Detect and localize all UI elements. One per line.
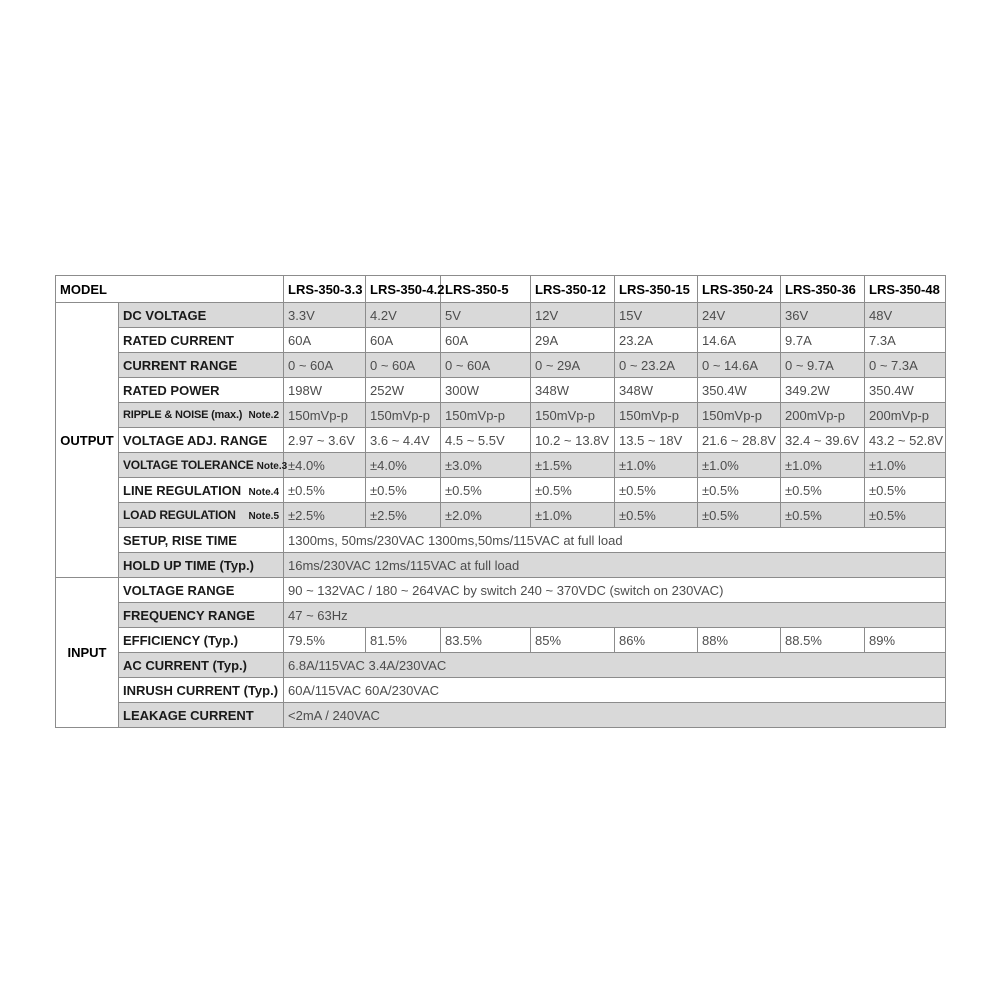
value-cell: 3.3V <box>284 303 366 328</box>
value-cell: ±0.5% <box>284 478 366 503</box>
note-ref: Note.2 <box>248 410 280 421</box>
value-cell: ±3.0% <box>441 453 531 478</box>
table-row <box>56 403 946 428</box>
value-cell: 150mVp-p <box>441 403 531 428</box>
value-cell: 10.2 ~ 13.8V <box>531 428 615 453</box>
value-cell: ±2.5% <box>366 503 441 528</box>
value-cell: 23.2A <box>615 328 698 353</box>
value-cell: ±2.5% <box>284 503 366 528</box>
value-cell: 150mVp-p <box>284 403 366 428</box>
value-cell: ±0.5% <box>615 478 698 503</box>
value-cell: 348W <box>615 378 698 403</box>
value-cell: ±2.0% <box>441 503 531 528</box>
table-row <box>56 578 946 603</box>
value-cell: ±0.5% <box>781 503 865 528</box>
value-cell: 60A <box>366 328 441 353</box>
model-name-cell: LRS-350-4.2 <box>366 276 441 303</box>
spanning-value-cell: 6.8A/115VAC 3.4A/230VAC <box>284 653 946 678</box>
value-cell: ±0.5% <box>615 503 698 528</box>
value-cell: 89% <box>865 628 946 653</box>
table-row <box>56 503 946 528</box>
table-row <box>56 378 946 403</box>
row-label-leakage-current: LEAKAGE CURRENT <box>119 703 284 728</box>
value-cell: 4.5 ~ 5.5V <box>441 428 531 453</box>
table-row <box>56 628 946 653</box>
value-cell: ±0.5% <box>865 503 946 528</box>
row-label-ac-current: AC CURRENT (Typ.) <box>119 653 284 678</box>
value-cell: 0 ~ 9.7A <box>781 353 865 378</box>
spec-sheet <box>55 275 946 728</box>
value-cell: 349.2W <box>781 378 865 403</box>
value-cell: 0 ~ 60A <box>366 353 441 378</box>
value-cell: 7.3A <box>865 328 946 353</box>
value-cell: 150mVp-p <box>366 403 441 428</box>
value-cell: ±0.5% <box>698 478 781 503</box>
table-row <box>56 453 946 478</box>
value-cell: 21.6 ~ 28.8V <box>698 428 781 453</box>
value-cell: 0 ~ 60A <box>441 353 531 378</box>
value-cell: ±1.0% <box>865 453 946 478</box>
input-group-label: INPUT <box>56 578 119 728</box>
row-label-voltage-tolerance: VOLTAGE TOLERANCE Note.3 <box>119 453 284 478</box>
value-cell: ±1.0% <box>781 453 865 478</box>
spec-table <box>55 275 946 728</box>
value-cell: 0 ~ 23.2A <box>615 353 698 378</box>
spanning-value-cell: 16ms/230VAC 12ms/115VAC at full load <box>284 553 946 578</box>
table-row <box>56 478 946 503</box>
value-cell: ±0.5% <box>865 478 946 503</box>
row-label-rated-power: RATED POWER <box>119 378 284 403</box>
row-label-ripple-noise: RIPPLE & NOISE (max.) Note.2 <box>119 403 284 428</box>
model-name-cell: LRS-350-48 <box>865 276 946 303</box>
value-cell: 13.5 ~ 18V <box>615 428 698 453</box>
value-cell: 48V <box>865 303 946 328</box>
value-cell: 36V <box>781 303 865 328</box>
spanning-value-cell: 47 ~ 63Hz <box>284 603 946 628</box>
value-cell: 32.4 ~ 39.6V <box>781 428 865 453</box>
value-cell: ±1.0% <box>615 453 698 478</box>
header-row <box>56 276 946 303</box>
value-cell: 81.5% <box>366 628 441 653</box>
value-cell: 300W <box>441 378 531 403</box>
row-label-frequency-range: FREQUENCY RANGE <box>119 603 284 628</box>
spanning-value-cell: 1300ms, 50ms/230VAC 1300ms,50ms/115VAC at full load <box>284 528 946 553</box>
table-row <box>56 603 946 628</box>
table-row <box>56 303 946 328</box>
value-cell: 85% <box>531 628 615 653</box>
model-name-cell: LRS-350-3.3 <box>284 276 366 303</box>
value-cell: 86% <box>615 628 698 653</box>
row-label-rated-current: RATED CURRENT <box>119 328 284 353</box>
table-row <box>56 703 946 728</box>
value-cell: 43.2 ~ 52.8V <box>865 428 946 453</box>
value-cell: 350.4W <box>865 378 946 403</box>
value-cell: 150mVp-p <box>531 403 615 428</box>
value-cell: 5V <box>441 303 531 328</box>
table-row <box>56 553 946 578</box>
value-cell: 14.6A <box>698 328 781 353</box>
row-label-load-regulation: LOAD REGULATION Note.5 <box>119 503 284 528</box>
value-cell: ±0.5% <box>441 478 531 503</box>
value-cell: 150mVp-p <box>698 403 781 428</box>
value-cell: ±0.5% <box>781 478 865 503</box>
row-label-voltage-adj-range: VOLTAGE ADJ. RANGE <box>119 428 284 453</box>
value-cell: 4.2V <box>366 303 441 328</box>
value-cell: 0 ~ 29A <box>531 353 615 378</box>
value-cell: 15V <box>615 303 698 328</box>
row-label-voltage-range: VOLTAGE RANGE <box>119 578 284 603</box>
value-cell: 150mVp-p <box>615 403 698 428</box>
note-ref: Note.3 <box>256 461 288 472</box>
table-row <box>56 428 946 453</box>
table-row <box>56 328 946 353</box>
spanning-value-cell: <2mA / 240VAC <box>284 703 946 728</box>
value-cell: 200mVp-p <box>865 403 946 428</box>
spanning-value-cell: 60A/115VAC 60A/230VAC <box>284 678 946 703</box>
value-cell: 24V <box>698 303 781 328</box>
row-label-dc-voltage: DC VOLTAGE <box>119 303 284 328</box>
value-cell: 3.6 ~ 4.4V <box>366 428 441 453</box>
row-label-hold-up-time: HOLD UP TIME (Typ.) <box>119 553 284 578</box>
value-cell: 0 ~ 14.6A <box>698 353 781 378</box>
row-label-setup-rise-time: SETUP, RISE TIME <box>119 528 284 553</box>
value-cell: 83.5% <box>441 628 531 653</box>
value-cell: ±4.0% <box>366 453 441 478</box>
value-cell: 2.97 ~ 3.6V <box>284 428 366 453</box>
model-name-cell: LRS-350-5 <box>441 276 531 303</box>
value-cell: 350.4W <box>698 378 781 403</box>
row-label-current-range: CURRENT RANGE <box>119 353 284 378</box>
value-cell: ±0.5% <box>698 503 781 528</box>
table-row <box>56 678 946 703</box>
note-ref: Note.5 <box>248 511 280 522</box>
value-cell: 60A <box>284 328 366 353</box>
value-cell: 29A <box>531 328 615 353</box>
value-cell: 9.7A <box>781 328 865 353</box>
value-cell: 0 ~ 60A <box>284 353 366 378</box>
model-name-cell: LRS-350-12 <box>531 276 615 303</box>
value-cell: 88.5% <box>781 628 865 653</box>
value-cell: 252W <box>366 378 441 403</box>
model-name-cell: LRS-350-36 <box>781 276 865 303</box>
value-cell: 12V <box>531 303 615 328</box>
value-cell: 198W <box>284 378 366 403</box>
value-cell: ±1.5% <box>531 453 615 478</box>
value-cell: ±0.5% <box>366 478 441 503</box>
note-ref: Note.4 <box>248 486 280 498</box>
value-cell: 0 ~ 7.3A <box>865 353 946 378</box>
value-cell: 60A <box>441 328 531 353</box>
value-cell: ±1.0% <box>698 453 781 478</box>
value-cell: ±0.5% <box>531 478 615 503</box>
row-label-efficiency: EFFICIENCY (Typ.) <box>119 628 284 653</box>
table-row <box>56 353 946 378</box>
row-label-line-regulation: LINE REGULATION Note.4 <box>119 478 284 503</box>
value-cell: 200mVp-p <box>781 403 865 428</box>
model-name-cell: LRS-350-24 <box>698 276 781 303</box>
model-name-cell: LRS-350-15 <box>615 276 698 303</box>
spanning-value-cell: 90 ~ 132VAC / 180 ~ 264VAC by switch 240 ~ 370VDC (switch on 230VAC) <box>284 578 946 603</box>
value-cell: 348W <box>531 378 615 403</box>
model-header-cell: MODEL <box>56 276 284 303</box>
output-group-label: OUTPUT <box>56 303 119 578</box>
table-row <box>56 653 946 678</box>
value-cell: 79.5% <box>284 628 366 653</box>
value-cell: ±4.0% <box>284 453 366 478</box>
value-cell: 88% <box>698 628 781 653</box>
value-cell: ±1.0% <box>531 503 615 528</box>
table-row <box>56 528 946 553</box>
row-label-inrush-current: INRUSH CURRENT (Typ.) <box>119 678 284 703</box>
